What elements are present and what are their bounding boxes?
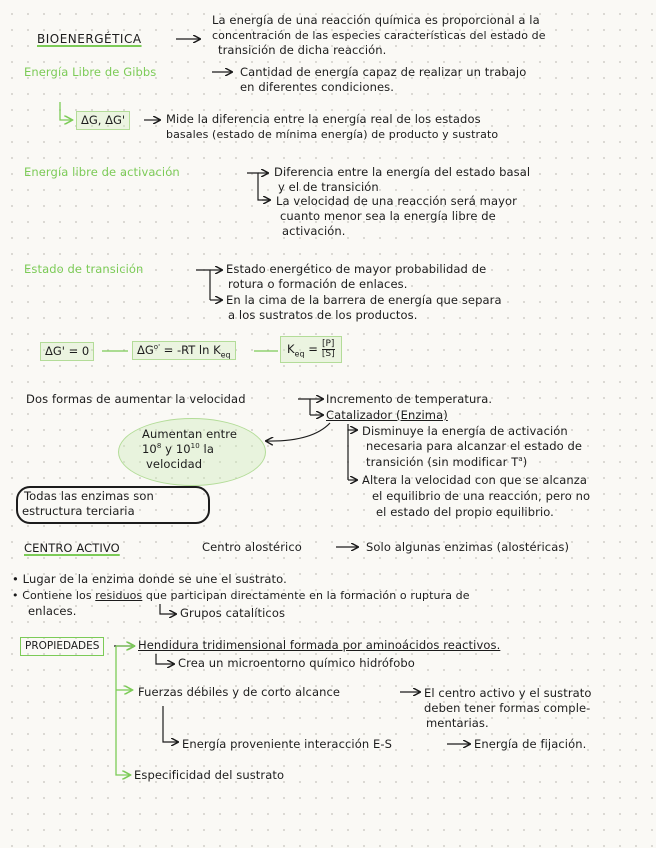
gibbs-line-1: Cantidad de energía capaz de realizar un trabajo — [240, 65, 527, 79]
dg-line-1: Mide la diferencia entre la energía real de los estados — [166, 112, 481, 126]
e2b-sup: 10 — [190, 442, 200, 451]
f3-den: [S] — [321, 349, 335, 359]
tr-b-line-2: a los sustratos de los productos. — [228, 308, 418, 322]
formula-dg-rt — [132, 341, 236, 360]
velocidad-label: Dos formas de aumentar la velocidad — [26, 392, 246, 406]
arrow-energia — [163, 706, 178, 742]
altera-line-2: el equilibrio de una reacción, pero no — [372, 489, 591, 503]
d3-sup: a — [518, 455, 523, 464]
propiedades-box: PROPIEDADES — [20, 637, 104, 656]
act-b-line-1: La velocidad de una reacción será mayor — [276, 194, 517, 208]
disminuye-line-1: Disminuye la energía de activación — [362, 424, 568, 438]
d3-end: ) — [522, 455, 528, 469]
bullet-lugar-text: Lugar de la enzima donde se une el sustrato. — [22, 572, 287, 586]
tr-a-line-1: Estado energético de mayor probabilidad de — [226, 262, 487, 276]
opt-temperatura: Incremento de temperatura. — [326, 392, 493, 406]
disminuye-line-2: necesaria para alcanzar el estado de — [366, 439, 583, 453]
enzimas-line-1: Todas las enzimas son — [24, 489, 154, 503]
act-a-line-1: Diferencia entre la energía del estado basal — [274, 165, 531, 179]
bullet-contiene: • Contiene los residuos que participan directamente en la formación o ruptura de — [12, 589, 470, 602]
energia-interaccion: Energía proveniente interacción E-S — [182, 737, 393, 751]
alosterico-desc: Solo algunas enzimas (alostéricas) — [366, 540, 570, 554]
centro-activo-title: CENTRO ACTIVO — [24, 541, 120, 555]
fuerzas-desc-3: mentarias. — [426, 716, 489, 730]
activacion-label: Energía libre de activación — [24, 165, 180, 179]
f3-fraction — [322, 340, 335, 359]
delta-g-box: ΔG, ΔG' — [76, 111, 130, 130]
arrow-grupos — [160, 604, 176, 614]
hendidura-text: Hendidura tridimensional formada por aminoácidos reactivos. — [138, 638, 501, 652]
gibbs-line-2: en diferentes condiciones. — [240, 80, 395, 94]
fuerzas-desc-1: El centro activo y el sustrato — [424, 686, 592, 700]
branch-velocidad — [298, 399, 310, 415]
tr-a-line-2: rotura o formación de enlaces. — [228, 277, 408, 291]
arrow-curve-ellipse — [266, 423, 330, 441]
arrow-hendidura — [156, 654, 174, 664]
disminuye-line-3 — [366, 455, 527, 470]
e2c: la — [199, 442, 214, 456]
altera-line-1: Altera la velocidad con que se alcanza — [362, 473, 588, 487]
bullet-lugar: • Lugar de la enzima donde se une el sustrato. — [12, 572, 287, 586]
f2-post: = -RT ln K — [160, 343, 221, 357]
e2a-sup: 8 — [156, 442, 162, 451]
act-b-line-2: cuanto menor sea la energía libre de — [280, 209, 496, 223]
bio-line-2: concentración de las especies características del estado de — [212, 29, 546, 42]
centro-alosterico: Centro alostérico — [202, 540, 302, 554]
d3: transición (sin modificar T — [366, 455, 519, 469]
dg-line-2: basales (estado de mínima energía) de producto y sustrato — [166, 128, 499, 141]
e2a: 10 — [142, 442, 157, 456]
f3-eq: = — [304, 342, 318, 356]
branch-propiedades — [116, 646, 130, 775]
ellipse-line-3: velocidad — [146, 457, 203, 471]
branch-activacion — [247, 173, 268, 200]
bio-line-3: transición de dicha reacción. — [218, 43, 387, 57]
act-b-line-3: activación. — [282, 224, 346, 238]
branch-transicion — [196, 270, 210, 300]
fuerzas-desc-2: deben tener formas comple- — [424, 701, 591, 715]
energia-fijacion: Energía de fijación. — [474, 737, 587, 751]
branch-gibbs-dg — [60, 102, 72, 120]
f3-sub: eq — [294, 349, 305, 359]
contiene-line-2: enlaces. — [28, 604, 77, 618]
f2-sup: o' — [153, 343, 160, 352]
f2-pre: ΔG — [137, 343, 154, 357]
formula-keq — [280, 336, 342, 363]
altera-line-3: el estado del propio equilibrio. — [376, 505, 554, 519]
ellipse-line-2 — [142, 442, 214, 457]
f3-num: [P] — [321, 339, 335, 349]
hendidura-line — [138, 638, 500, 653]
microentorno: Crea un microentorno químico hidrófobo — [178, 656, 415, 670]
contiene-residuos: residuos — [95, 589, 143, 602]
grupos-cataliticos: Grupos catalíticos — [180, 606, 286, 620]
contiene-post: que participan directamente en la formación o ruptura de — [142, 589, 470, 602]
e2b: y 10 — [161, 442, 191, 456]
especificidad: Especificidad del sustrato — [134, 768, 285, 782]
opt-catalizador: Catalizador (Enzima) — [326, 408, 448, 422]
fuerzas: Fuerzas débiles y de corto alcance — [138, 685, 341, 699]
bioenergetica-title: BIOENERGÉTICA — [37, 32, 142, 46]
f2-sub: eq — [220, 350, 231, 360]
f3-pre: K — [287, 342, 295, 356]
act-a-line-2: y el de transición — [278, 180, 379, 194]
contiene-pre: Contiene los — [22, 589, 96, 602]
ellipse-line-1: Aumentan entre — [142, 427, 238, 441]
tr-b-line-1: En la cima de la barrera de energía que separa — [226, 293, 502, 307]
gibbs-label: Energía Libre de Gibbs — [24, 65, 157, 79]
transicion-label: Estado de transición — [24, 262, 144, 276]
formula-dg-zero: ΔG' = 0 — [40, 342, 94, 361]
bio-line-1: La energía de una reacción química es proporcional a la — [212, 13, 540, 27]
enzimas-line-2: estructura terciaria — [22, 504, 135, 518]
